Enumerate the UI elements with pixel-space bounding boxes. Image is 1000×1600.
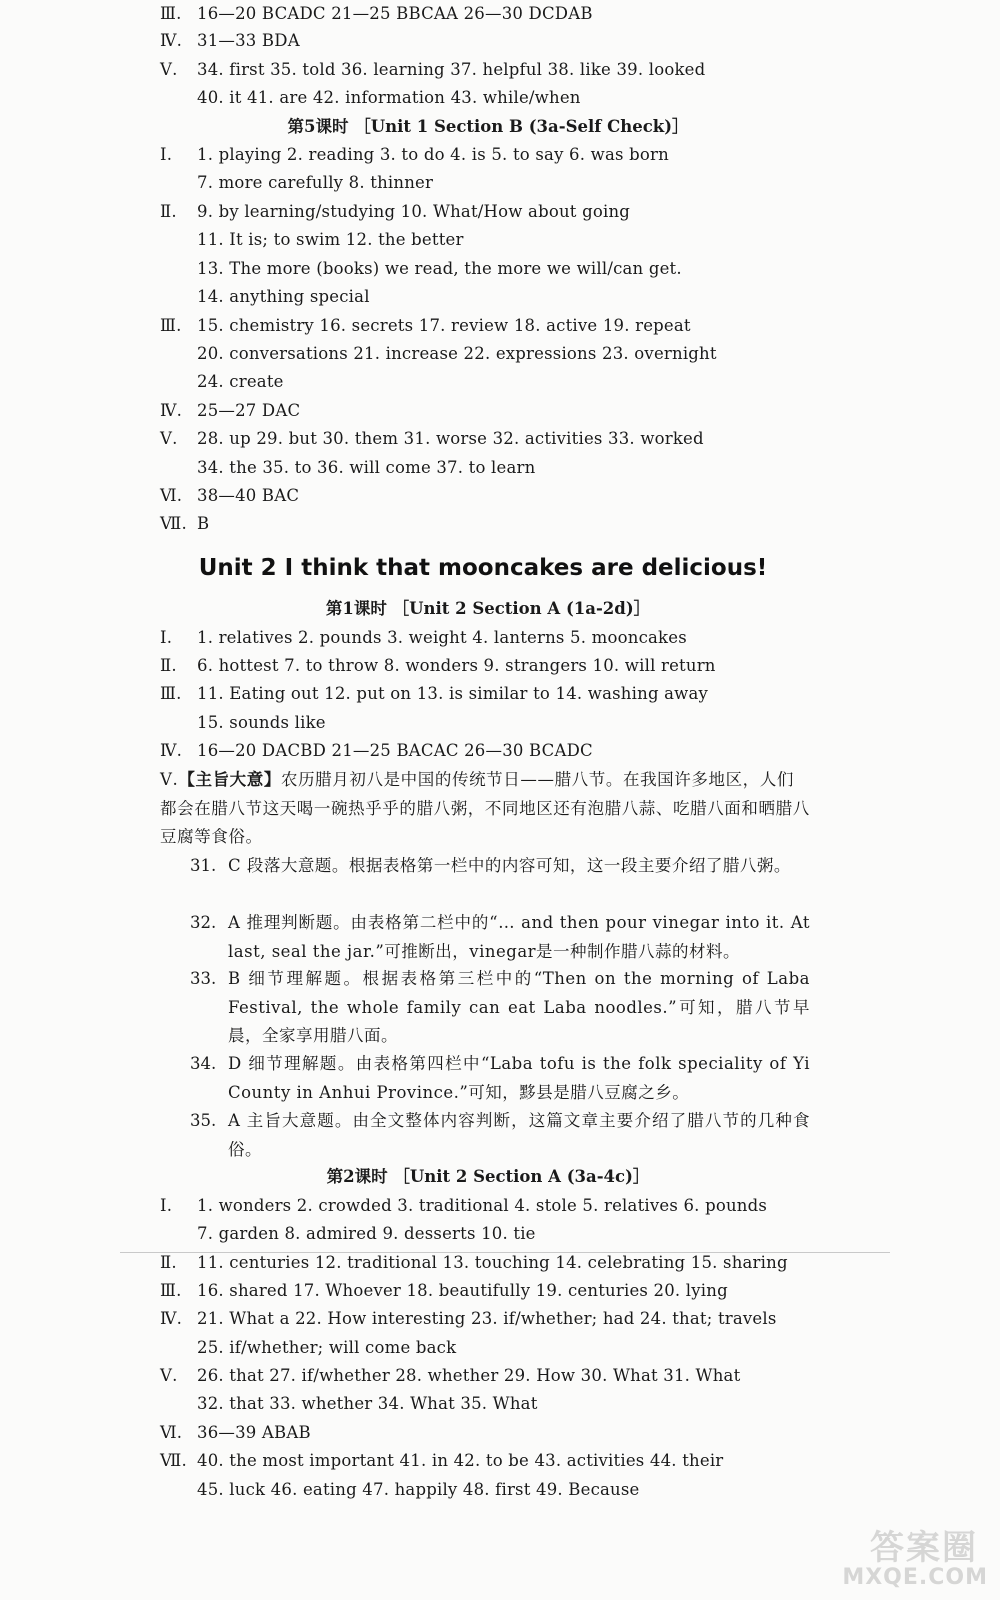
section-roman: Ⅴ. [160, 770, 179, 789]
answer-line: Ⅲ. 16. shared 17. Whoever 18. beautifully 19. centuries 20. lying [160, 1281, 728, 1300]
answer-line: 7. garden 8. admired 9. desserts 10. tie [197, 1224, 536, 1243]
explanation-text: A 推理判断题。由表格第二栏中的“… and then pour vinegar into it. At last, seal the jar.”可推断出，vinegar是一种制作腊八蒜的材料。 [228, 913, 810, 961]
explanation-text: A 主旨大意题。由全文整体内容判断，这篇文章主要介绍了腊八节的几种食俗。 [228, 1111, 810, 1159]
watermark-url: MXQE.COM [842, 1565, 988, 1590]
answer-line: 40. it 41. are 42. information 43. while/when [197, 88, 581, 107]
answer-line: Ⅰ. 1. relatives 2. pounds 3. weight 4. lanterns 5. mooncakes [160, 628, 687, 647]
answer-line: 34. the 35. to 36. will come 37. to learn [197, 458, 536, 477]
explanation-text: B 细节理解题。根据表格第三栏中的“Then on the morning of Laba Festival, the whole family can eat Laba noodles.”可知，腊八节早晨，全家享用腊八面。 [228, 969, 810, 1045]
answer-line: Ⅵ. 36—39 ABAB [160, 1423, 311, 1442]
summary-label: 【主旨大意】 [178, 770, 281, 789]
answer-line: 15. sounds like [197, 713, 326, 732]
lesson-heading: 第5课时 ［Unit 1 Section B (3a-Self Check)］ [287, 117, 689, 136]
answer-line: Ⅴ. 26. that 27. if/whether 28. whether 29. How 30. What 31. What [160, 1366, 741, 1385]
answer-line: Ⅰ. 1. playing 2. reading 3. to do 4. is 5. to say 6. was born [160, 145, 669, 164]
answer-line: 14. anything special [197, 287, 370, 306]
summary-text: 农历腊月初八是中国的传统节日——腊八节。在我国许多地区，人们都会在腊八节这天喝一碗热乎乎的腊八粥，不同地区还有泡腊八蒜、吃腊八面和晒腊八豆腐等食俗。 [160, 770, 810, 846]
answer-line: 24. create [197, 372, 284, 391]
answer-line: Ⅰ. 1. wonders 2. crowded 3. traditional 4. stole 5. relatives 6. pounds [160, 1196, 768, 1215]
answer-line: 32. that 33. whether 34. What 35. What [197, 1394, 538, 1413]
answer-line: Ⅲ. 16—20 BCADC 21—25 BBCAA 26—30 DCDAB [160, 4, 593, 23]
watermark-logo [817, 1520, 992, 1590]
explanation-text: D 细节理解题。由表格第四栏中“Laba tofu is the folk speciality of Yi County in Anhui Province.”可知，黟县是腊八豆腐之乡。 [228, 1054, 810, 1102]
answer-line: 13. The more (books) we read, the more we will/can get. [197, 259, 682, 278]
answer-line: Ⅱ. 6. hottest 7. to throw 8. wonders 9. strangers 10. will return [160, 656, 716, 675]
lesson-heading: 第1课时 ［Unit 2 Section A (1a-2d)］ [325, 599, 651, 618]
answer-line: Ⅲ. 11. Eating out 12. put on 13. is similar to 14. washing away [160, 684, 709, 703]
answer-line: 11. It is; to swim 12. the better [197, 230, 464, 249]
question-number: 34. [190, 1054, 217, 1073]
answer-line: Ⅱ. 9. by learning/studying 10. What/How about going [160, 202, 631, 221]
answer-line: Ⅴ. 28. up 29. but 30. them 31. worse 32. activities 33. worked [160, 429, 704, 448]
unit-title: Unit 2 I think that mooncakes are delicious! [198, 555, 768, 581]
lesson-heading: 第2课时 ［Unit 2 Section A (3a-4c)］ [326, 1167, 650, 1186]
answer-line: 45. luck 46. eating 47. happily 48. first 49. Because [197, 1480, 640, 1499]
question-number: 31. [190, 856, 217, 875]
question-number: 32. [190, 913, 217, 932]
answer-line: Ⅶ. 40. the most important 41. in 42. to be 43. activities 44. their [160, 1451, 724, 1470]
answer-line: Ⅳ. 21. What a 22. How interesting 23. if/whether; had 24. that; travels [160, 1309, 777, 1328]
answer-line: Ⅵ. 38—40 BAC [160, 486, 300, 505]
explanation-text: C 段落大意题。根据表格第一栏中的内容可知，这一段主要介绍了腊八粥。 [228, 856, 791, 875]
answer-line: Ⅶ. B [160, 514, 210, 533]
passage-summary [160, 766, 810, 852]
answer-line: Ⅴ. 34. first 35. told 36. learning 37. helpful 38. like 39. looked [160, 60, 706, 79]
answer-line: Ⅲ. 15. chemistry 16. secrets 17. review 18. active 19. repeat [160, 316, 691, 335]
answer-line: 7. more carefully 8. thinner [197, 173, 434, 192]
answer-line: Ⅳ. 16—20 DACBD 21—25 BACAC 26—30 BCADC [160, 741, 593, 760]
answer-line: 20. conversations 21. increase 22. expressions 23. overnight [197, 344, 717, 363]
question-number: 33. [190, 969, 217, 988]
answer-line: Ⅳ. 31—33 BDA [160, 31, 300, 50]
answer-line: Ⅱ. 11. centuries 12. traditional 13. touching 14. celebrating 15. sharing [160, 1253, 788, 1272]
answer-line: Ⅳ. 25—27 DAC [160, 401, 301, 420]
answer-line: 25. if/whether; will come back [197, 1338, 457, 1357]
question-number: 35. [190, 1111, 217, 1130]
watermark-text: 答案圈 [870, 1528, 978, 1568]
